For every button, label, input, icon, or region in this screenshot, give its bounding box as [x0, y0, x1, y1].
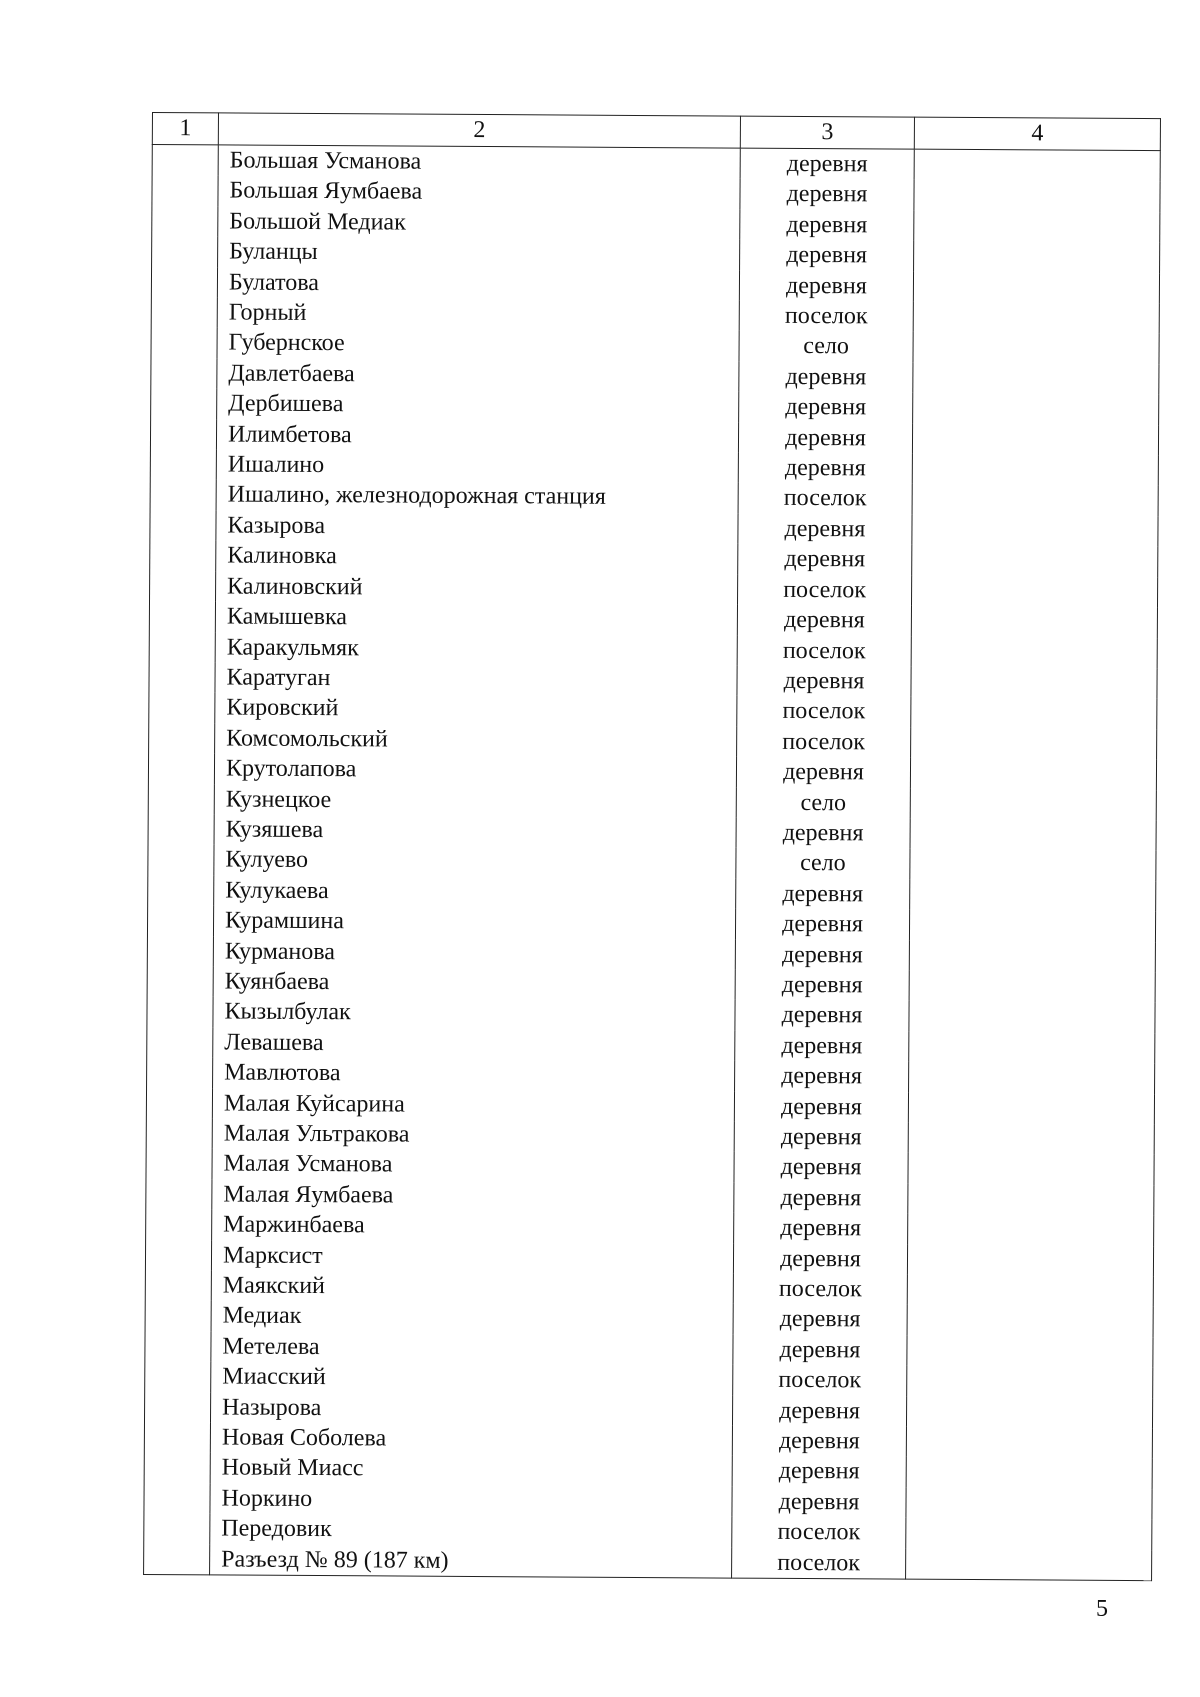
- cell-settlement-type: деревня: [738, 453, 912, 484]
- cell-settlement-name: Медиак: [211, 1301, 733, 1335]
- cell-settlement-name: Норкино: [210, 1483, 732, 1517]
- cell-settlement-name: Горный: [217, 297, 739, 331]
- cell-settlement-type: деревня: [735, 1000, 909, 1031]
- cell-settlement-name: Калиновка: [216, 541, 738, 575]
- cell-settlement-type: деревня: [734, 1091, 908, 1122]
- cell-notes: [909, 1062, 1155, 1094]
- cell-settlement-name: Каракульмяк: [215, 632, 737, 666]
- cell-settlement-name: Передовик: [210, 1514, 732, 1548]
- cell-number: [150, 419, 216, 450]
- cell-number: [148, 844, 214, 875]
- cell-notes: [909, 1001, 1155, 1033]
- cell-notes: [914, 210, 1160, 242]
- cell-number: [150, 479, 216, 510]
- cell-settlement-type: деревня: [739, 361, 913, 392]
- cell-number: [145, 1300, 211, 1331]
- cell-number: [147, 996, 213, 1027]
- cell-notes: [907, 1366, 1153, 1398]
- cell-settlement-name: Назырова: [210, 1392, 732, 1426]
- cell-settlement-type: поселок: [737, 635, 911, 666]
- cell-settlement-type: деревня: [739, 392, 913, 423]
- cell-number: [149, 601, 215, 632]
- page-number: 5: [1096, 1596, 1108, 1622]
- cell-settlement-type: деревня: [737, 665, 911, 696]
- cell-notes: [914, 149, 1160, 181]
- cell-settlement-name: Кызылбулак: [213, 997, 735, 1031]
- cell-number: [150, 449, 216, 480]
- cell-notes: [910, 819, 1156, 851]
- cell-number: [151, 327, 217, 358]
- cell-settlement-name: Миасский: [211, 1362, 733, 1396]
- cell-settlement-name: Куянбаева: [213, 966, 735, 1000]
- cell-settlement-name: Малая Яумбаева: [212, 1179, 734, 1213]
- cell-number: [148, 875, 214, 906]
- cell-settlement-type: поселок: [733, 1274, 907, 1305]
- cell-settlement-name: Кузнецкое: [214, 784, 736, 818]
- cell-number: [149, 631, 215, 662]
- cell-settlement-name: Илимбетова: [216, 419, 738, 453]
- cell-number: [147, 1057, 213, 1088]
- cell-notes: [906, 1488, 1152, 1520]
- cell-settlement-type: поселок: [737, 726, 911, 757]
- cell-number: [146, 1209, 212, 1240]
- cell-settlement-name: Малая Куйсарина: [212, 1088, 734, 1122]
- cell-notes: [908, 1183, 1154, 1215]
- cell-notes: [913, 393, 1159, 425]
- cell-number: [149, 723, 215, 754]
- cell-number: [144, 1483, 210, 1514]
- cell-settlement-type: деревня: [738, 544, 912, 575]
- cell-notes: [909, 910, 1155, 942]
- cell-notes: [911, 667, 1157, 699]
- table-row: [144, 1544, 1152, 1581]
- cell-number: [148, 753, 214, 784]
- cell-notes: [910, 849, 1156, 881]
- cell-number: [145, 1361, 211, 1392]
- cell-settlement-type: деревня: [732, 1486, 906, 1517]
- cell-number: [145, 1240, 211, 1271]
- cell-notes: [908, 1214, 1154, 1246]
- cell-settlement-type: деревня: [740, 209, 914, 240]
- cell-number: [146, 1179, 212, 1210]
- cell-settlement-type: деревня: [735, 1061, 909, 1092]
- cell-settlement-name: Каратуган: [215, 662, 737, 696]
- cell-settlement-name: Новая Соболева: [210, 1422, 732, 1456]
- cell-notes: [911, 697, 1157, 729]
- cell-number: [151, 388, 217, 419]
- cell-notes: [910, 879, 1156, 911]
- cell-settlement-type: деревня: [738, 513, 912, 544]
- cell-number: [147, 936, 213, 967]
- cell-number: [152, 206, 218, 237]
- cell-settlement-type: поселок: [739, 301, 913, 332]
- column-header-3: 3: [740, 116, 914, 149]
- cell-settlement-type: деревня: [736, 818, 910, 849]
- cell-number: [147, 1027, 213, 1058]
- cell-notes: [914, 241, 1160, 273]
- cell-number: [149, 692, 215, 723]
- cell-settlement-type: деревня: [735, 909, 909, 940]
- cell-notes: [906, 1396, 1152, 1428]
- cell-settlement-type: деревня: [735, 970, 909, 1001]
- cell-number: [144, 1513, 210, 1544]
- cell-number: [144, 1392, 210, 1423]
- cell-notes: [911, 636, 1157, 668]
- cell-number: [150, 540, 216, 571]
- settlements-table: [143, 112, 1161, 1581]
- cell-settlement-type: деревня: [732, 1395, 906, 1426]
- cell-settlement-type: деревня: [732, 1456, 906, 1487]
- cell-settlement-type: деревня: [737, 605, 911, 636]
- cell-number: [146, 1118, 212, 1149]
- cell-settlement-name: Губернское: [217, 328, 739, 362]
- cell-notes: [906, 1518, 1152, 1550]
- cell-settlement-type: деревня: [735, 1030, 909, 1061]
- cell-settlement-name: Большая Яумбаева: [218, 176, 740, 210]
- cell-number: [145, 1331, 211, 1362]
- cell-settlement-name: Малая Усманова: [212, 1149, 734, 1183]
- cell-settlement-type: поселок: [737, 696, 911, 727]
- cell-settlement-name: Кузяшева: [214, 814, 736, 848]
- cell-number: [151, 358, 217, 389]
- cell-settlement-type: деревня: [734, 1213, 908, 1244]
- cell-settlement-type: деревня: [739, 270, 913, 301]
- cell-settlement-name: Кулуево: [214, 845, 736, 879]
- cell-notes: [913, 332, 1159, 364]
- cell-settlement-type: деревня: [733, 1304, 907, 1335]
- cell-notes: [906, 1548, 1152, 1580]
- cell-settlement-name: Разъезд № 89 (187 км): [210, 1544, 732, 1578]
- cell-notes: [913, 271, 1159, 303]
- cell-settlement-type: поселок: [732, 1547, 906, 1579]
- cell-notes: [908, 1123, 1154, 1155]
- cell-number: [152, 175, 218, 206]
- cell-notes: [911, 727, 1157, 759]
- cell-number: [144, 1422, 210, 1453]
- cell-settlement-type: деревня: [740, 240, 914, 271]
- cell-number: [150, 510, 216, 541]
- cell-notes: [907, 1244, 1153, 1276]
- cell-notes: [912, 545, 1158, 577]
- cell-settlement-name: Большой Медиак: [218, 206, 740, 240]
- cell-notes: [913, 362, 1159, 394]
- cell-number: [147, 905, 213, 936]
- cell-settlement-name: Марксист: [211, 1240, 733, 1274]
- cell-settlement-name: Давлетбаева: [217, 358, 739, 392]
- cell-settlement-name: Маржинбаева: [212, 1210, 734, 1244]
- cell-settlement-name: Курамшина: [213, 906, 735, 940]
- cell-notes: [906, 1427, 1152, 1459]
- cell-settlement-name: Мавлютова: [213, 1058, 735, 1092]
- cell-number: [146, 1148, 212, 1179]
- cell-settlement-type: поселок: [738, 483, 912, 514]
- cell-settlement-name: Ишалино: [216, 449, 738, 483]
- cell-settlement-name: Малая Ультракова: [212, 1118, 734, 1152]
- column-header-2: 2: [218, 113, 740, 148]
- cell-settlement-type: село: [736, 787, 910, 818]
- cell-number: [150, 571, 216, 602]
- table-body: [144, 145, 1161, 1581]
- cell-number: [148, 814, 214, 845]
- cell-notes: [911, 575, 1157, 607]
- cell-settlement-name: Левашева: [213, 1027, 735, 1061]
- cell-notes: [907, 1275, 1153, 1307]
- cell-number: [144, 1544, 210, 1575]
- cell-notes: [906, 1457, 1152, 1489]
- cell-settlement-name: Курманова: [213, 936, 735, 970]
- cell-settlement-type: деревня: [734, 1182, 908, 1213]
- column-header-4: 4: [914, 117, 1160, 151]
- cell-settlement-name: Кулукаева: [214, 875, 736, 909]
- cell-settlement-name: Комсомольский: [215, 723, 737, 757]
- cell-settlement-type: поселок: [738, 574, 912, 605]
- cell-notes: [912, 454, 1158, 486]
- cell-notes: [908, 1153, 1154, 1185]
- cell-notes: [907, 1305, 1153, 1337]
- cell-notes: [907, 1335, 1153, 1367]
- cell-notes: [912, 484, 1158, 516]
- cell-number: [146, 1088, 212, 1119]
- cell-settlement-name: Новый Миасс: [210, 1453, 732, 1487]
- settlements-table-wrapper: [143, 112, 1160, 1590]
- cell-number: [151, 297, 217, 328]
- cell-number: [149, 662, 215, 693]
- cell-notes: [910, 788, 1156, 820]
- cell-number: [151, 267, 217, 298]
- cell-notes: [909, 940, 1155, 972]
- cell-settlement-type: село: [736, 848, 910, 879]
- cell-settlement-name: Камышевка: [215, 601, 737, 635]
- cell-settlement-name: Буланцы: [218, 237, 740, 271]
- cell-settlement-type: деревня: [734, 1122, 908, 1153]
- cell-settlement-type: деревня: [738, 422, 912, 453]
- column-header-1: 1: [152, 113, 218, 145]
- cell-settlement-type: деревня: [733, 1334, 907, 1365]
- cell-notes: [909, 1031, 1155, 1063]
- cell-settlement-type: деревня: [740, 179, 914, 210]
- cell-settlement-name: Большая Усманова: [218, 145, 740, 179]
- cell-settlement-type: деревня: [733, 1243, 907, 1274]
- cell-settlement-name: Калиновский: [216, 571, 738, 605]
- cell-notes: [911, 606, 1157, 638]
- cell-settlement-type: деревня: [734, 1152, 908, 1183]
- cell-settlement-name: Булатова: [217, 267, 739, 301]
- cell-settlement-type: деревня: [736, 878, 910, 909]
- cell-number: [152, 236, 218, 267]
- cell-number: [152, 145, 218, 176]
- cell-settlement-type: село: [739, 331, 913, 362]
- cell-settlement-name: Ишалино, железнодорожная станция: [216, 480, 738, 514]
- cell-notes: [912, 515, 1158, 547]
- cell-number: [145, 1270, 211, 1301]
- cell-settlement-type: деревня: [736, 757, 910, 788]
- cell-notes: [908, 1092, 1154, 1124]
- cell-settlement-name: Крутолапова: [214, 754, 736, 788]
- cell-notes: [909, 971, 1155, 1003]
- cell-number: [144, 1452, 210, 1483]
- cell-number: [148, 784, 214, 815]
- cell-settlement-type: поселок: [733, 1365, 907, 1396]
- cell-number: [147, 966, 213, 997]
- cell-notes: [912, 423, 1158, 455]
- cell-notes: [910, 758, 1156, 790]
- cell-settlement-type: деревня: [732, 1426, 906, 1457]
- cell-settlement-name: Метелева: [211, 1331, 733, 1365]
- cell-settlement-type: деревня: [735, 939, 909, 970]
- cell-settlement-type: деревня: [740, 148, 914, 180]
- cell-notes: [914, 180, 1160, 212]
- cell-settlement-name: Маякский: [211, 1270, 733, 1304]
- cell-settlement-name: Казырова: [216, 510, 738, 544]
- cell-settlement-type: поселок: [732, 1517, 906, 1548]
- cell-settlement-name: Дербишева: [217, 389, 739, 423]
- cell-settlement-name: Кировский: [215, 693, 737, 727]
- cell-notes: [913, 302, 1159, 334]
